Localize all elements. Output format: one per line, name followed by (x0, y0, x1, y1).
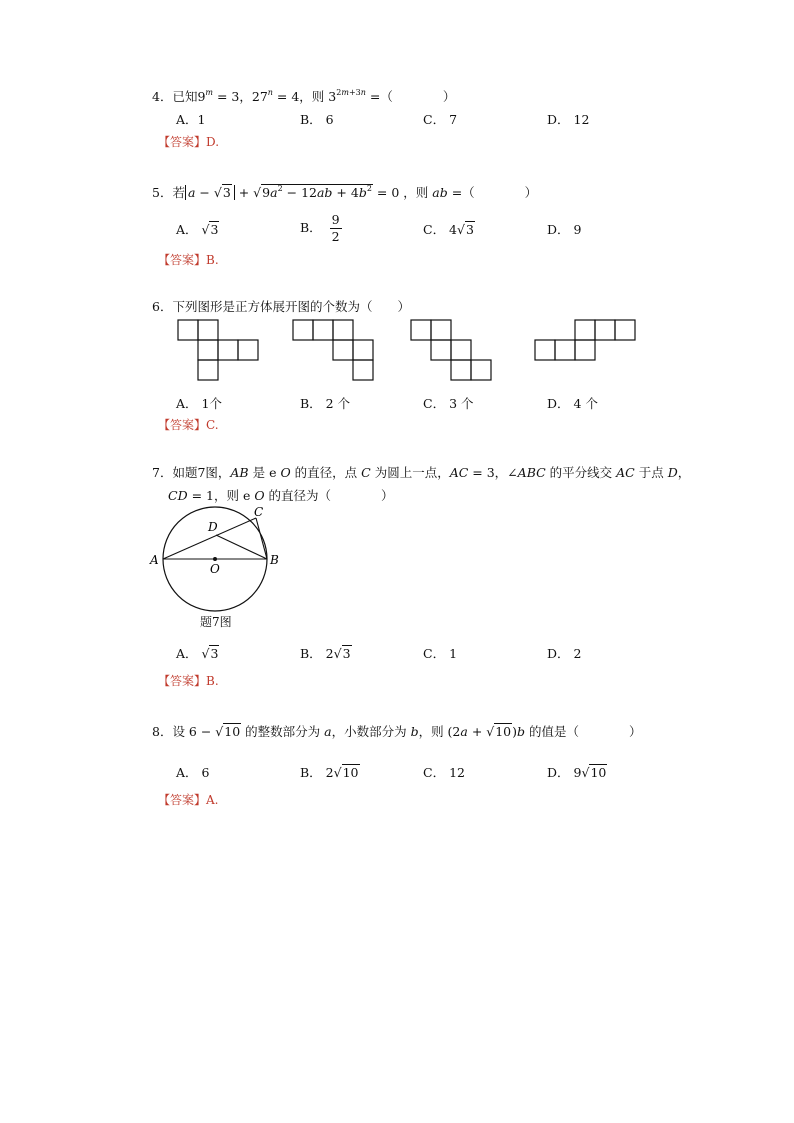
option-a: A． 1个 (176, 396, 222, 411)
option-a: A．1 (176, 112, 206, 127)
answer-4: 【答案】D. (158, 135, 220, 149)
option-a: A． √3 (176, 222, 219, 237)
option-b: B． $\frac{9}{2}$ (300, 212, 340, 244)
option-d: D． 12 (547, 112, 590, 127)
option-b: B． 2√10 (300, 765, 359, 780)
option-a: A． √3 (176, 646, 219, 661)
cube-net-1 (178, 320, 258, 380)
question-8-stem: 8．设 6 − √10 的整数部分为 a，小数部分为 b，则 (2a + √10)b 的值是（ ） (152, 724, 642, 739)
option-c: C． 4√3 (423, 222, 474, 237)
option-c: C． 7 (423, 112, 458, 127)
option-c: C． 12 (423, 765, 465, 780)
option-b: B． 2√3 (300, 646, 351, 661)
cube-nets-figure (170, 315, 650, 385)
option-a: A． 6 (176, 765, 210, 780)
cube-net-4 (535, 320, 635, 360)
option-b: B． 2 个 (300, 396, 351, 411)
question-number: 4． (152, 89, 173, 104)
question-7-stem-line2: CD = 1，则 e O 的直径为（ ） (168, 488, 394, 503)
option-d: D． 9√10 (547, 765, 607, 780)
cube-net-3 (411, 320, 491, 380)
answer-5: 【答案】B. (158, 253, 219, 267)
answer-7: 【答案】B. (158, 674, 219, 688)
figure-caption: 题7图 (200, 615, 232, 629)
option-d: D． 9 (547, 222, 582, 237)
option-c: C． 1 (423, 646, 458, 661)
option-c: C． 3 个 (423, 396, 474, 411)
question-6-stem: 6．下列图形是正方体展开图的个数为（ ） (152, 299, 410, 314)
option-d: D． 2 (547, 646, 582, 661)
label-b: B (270, 553, 279, 567)
question-4-stem: 4．已知$9^m = 3$，$27^n = 4$，则 $3^{2m+3n}$ =（ ） (152, 88, 456, 104)
label-a: A (150, 553, 159, 567)
question-5-stem: 5．若 $a - √3 + √9a^2 - 12ab + 4b^2 = 0$ ，则 ab =（ ） (152, 184, 538, 200)
label-o: O (210, 562, 220, 576)
label-d: D (208, 520, 218, 534)
answer-6: 【答案】C. (158, 418, 219, 432)
option-d: D． 4 个 (547, 396, 598, 411)
question-7-stem-line1: 7．如题7图，AB 是 e O 的直径，点 C 为圆上一点，AC = 3，∠ABC 的平分线交 AC 于点 D， (152, 465, 691, 480)
label-c: C (254, 505, 264, 519)
circle-geometry-figure (148, 505, 288, 630)
answer-8: 【答案】A. (158, 793, 219, 807)
cube-net-2 (293, 320, 373, 380)
option-b: B． 6 (300, 112, 334, 127)
